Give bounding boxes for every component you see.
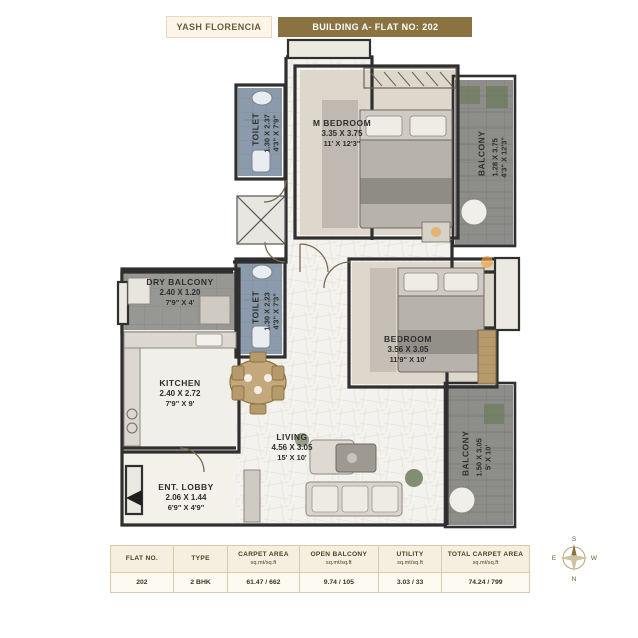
building-flat-tag: BUILDING A- FLAT NO: 202: [278, 17, 472, 37]
room-metric: 3.35 X 3.75: [321, 128, 363, 138]
room-imperial: 4'3" X 12'3": [500, 137, 509, 178]
col-type: [173, 546, 227, 573]
brand-tag: YASH FLORENCIA: [166, 16, 273, 38]
cell-utility: 3.03 / 33: [379, 573, 442, 593]
col-label: TYPE: [191, 554, 210, 562]
room-imperial: 4'3" X 7'3": [272, 293, 281, 330]
room-imperial: 11' X 12'3": [323, 138, 361, 148]
col-total-carpet-area: [441, 546, 529, 573]
col-sublabel: sq.mt/sq.ft: [472, 559, 499, 566]
room-name: KITCHEN: [159, 378, 201, 388]
compass-east-label: E: [551, 555, 557, 562]
room-name: DRY BALCONY: [146, 277, 214, 287]
room-metric: 1.28 X 3.75: [490, 138, 500, 177]
col-label: FLAT NO.: [125, 554, 159, 562]
area-statement-table: [110, 545, 530, 593]
room-imperial: 7'9" X 4': [165, 297, 195, 307]
room-imperial: 7'9" X 9': [165, 398, 195, 408]
col-sublabel: sq.mt/sq.ft: [250, 559, 277, 566]
compass-west-label: W: [590, 555, 598, 562]
cell-open-balcony: 9.74 / 105: [299, 573, 379, 593]
room-name: BALCONY: [476, 130, 487, 177]
table-header-row: [111, 546, 530, 573]
area-statement-table-wrapper: [110, 545, 530, 593]
room-imperial: 4'3" X 7'9": [272, 115, 281, 152]
room-imperial: 5' X 10': [484, 444, 493, 471]
compass-south-label: S: [571, 536, 577, 543]
col-label: OPEN BALCONY: [310, 551, 368, 558]
room-name: LIVING: [276, 432, 308, 442]
table-row: [111, 573, 530, 593]
room-metric: 3.56 X 3.05: [387, 344, 429, 354]
col-carpet-area: [228, 546, 299, 573]
col-sublabel: sq.mt/sq.ft: [325, 559, 352, 566]
room-name: TOILET: [250, 290, 261, 324]
col-label: TOTAL CARPET AREA: [447, 551, 524, 558]
room-name: BEDROOM: [384, 334, 432, 344]
col-sublabel: sq.mt/sq.ft: [397, 559, 423, 566]
room-metric: 2.40 X 1.20: [159, 287, 201, 297]
room-metric: 1.50 X 3.05: [474, 438, 484, 477]
room-name: TOILET: [250, 112, 261, 146]
col-label: UTILITY: [396, 551, 424, 558]
cell-total-carpet-area: 74.24 / 799: [441, 573, 529, 593]
col-utility: [379, 546, 442, 573]
room-metric: 2.40 X 2.72: [159, 388, 201, 398]
room-metric: 4.56 X 3.05: [271, 442, 313, 452]
room-name: ENT. LOBBY: [158, 482, 214, 492]
room-metric: 1.30 X 2.23: [262, 292, 272, 331]
compass-north-label: N: [571, 576, 577, 582]
room-imperial: 11'9" X 10': [389, 354, 427, 364]
room-imperial: 6'9" X 4'9": [167, 502, 205, 512]
col-flat-no: [111, 546, 174, 573]
room-name: M BEDROOM: [312, 118, 372, 128]
room-metric: 2.06 X 1.44: [165, 492, 207, 502]
room-imperial: 15' X 10': [277, 452, 307, 462]
cell-carpet-area: 61.47 / 662: [228, 573, 299, 593]
compass-rose: [548, 530, 600, 582]
col-open-balcony: [299, 546, 379, 573]
cell-flat-no: 202: [111, 573, 174, 593]
room-metric: 1.30 X 2.37: [262, 114, 272, 153]
col-label: CARPET AREA: [238, 551, 289, 558]
cell-type: 2 BHK: [173, 573, 227, 593]
room-name: BALCONY: [460, 430, 471, 477]
